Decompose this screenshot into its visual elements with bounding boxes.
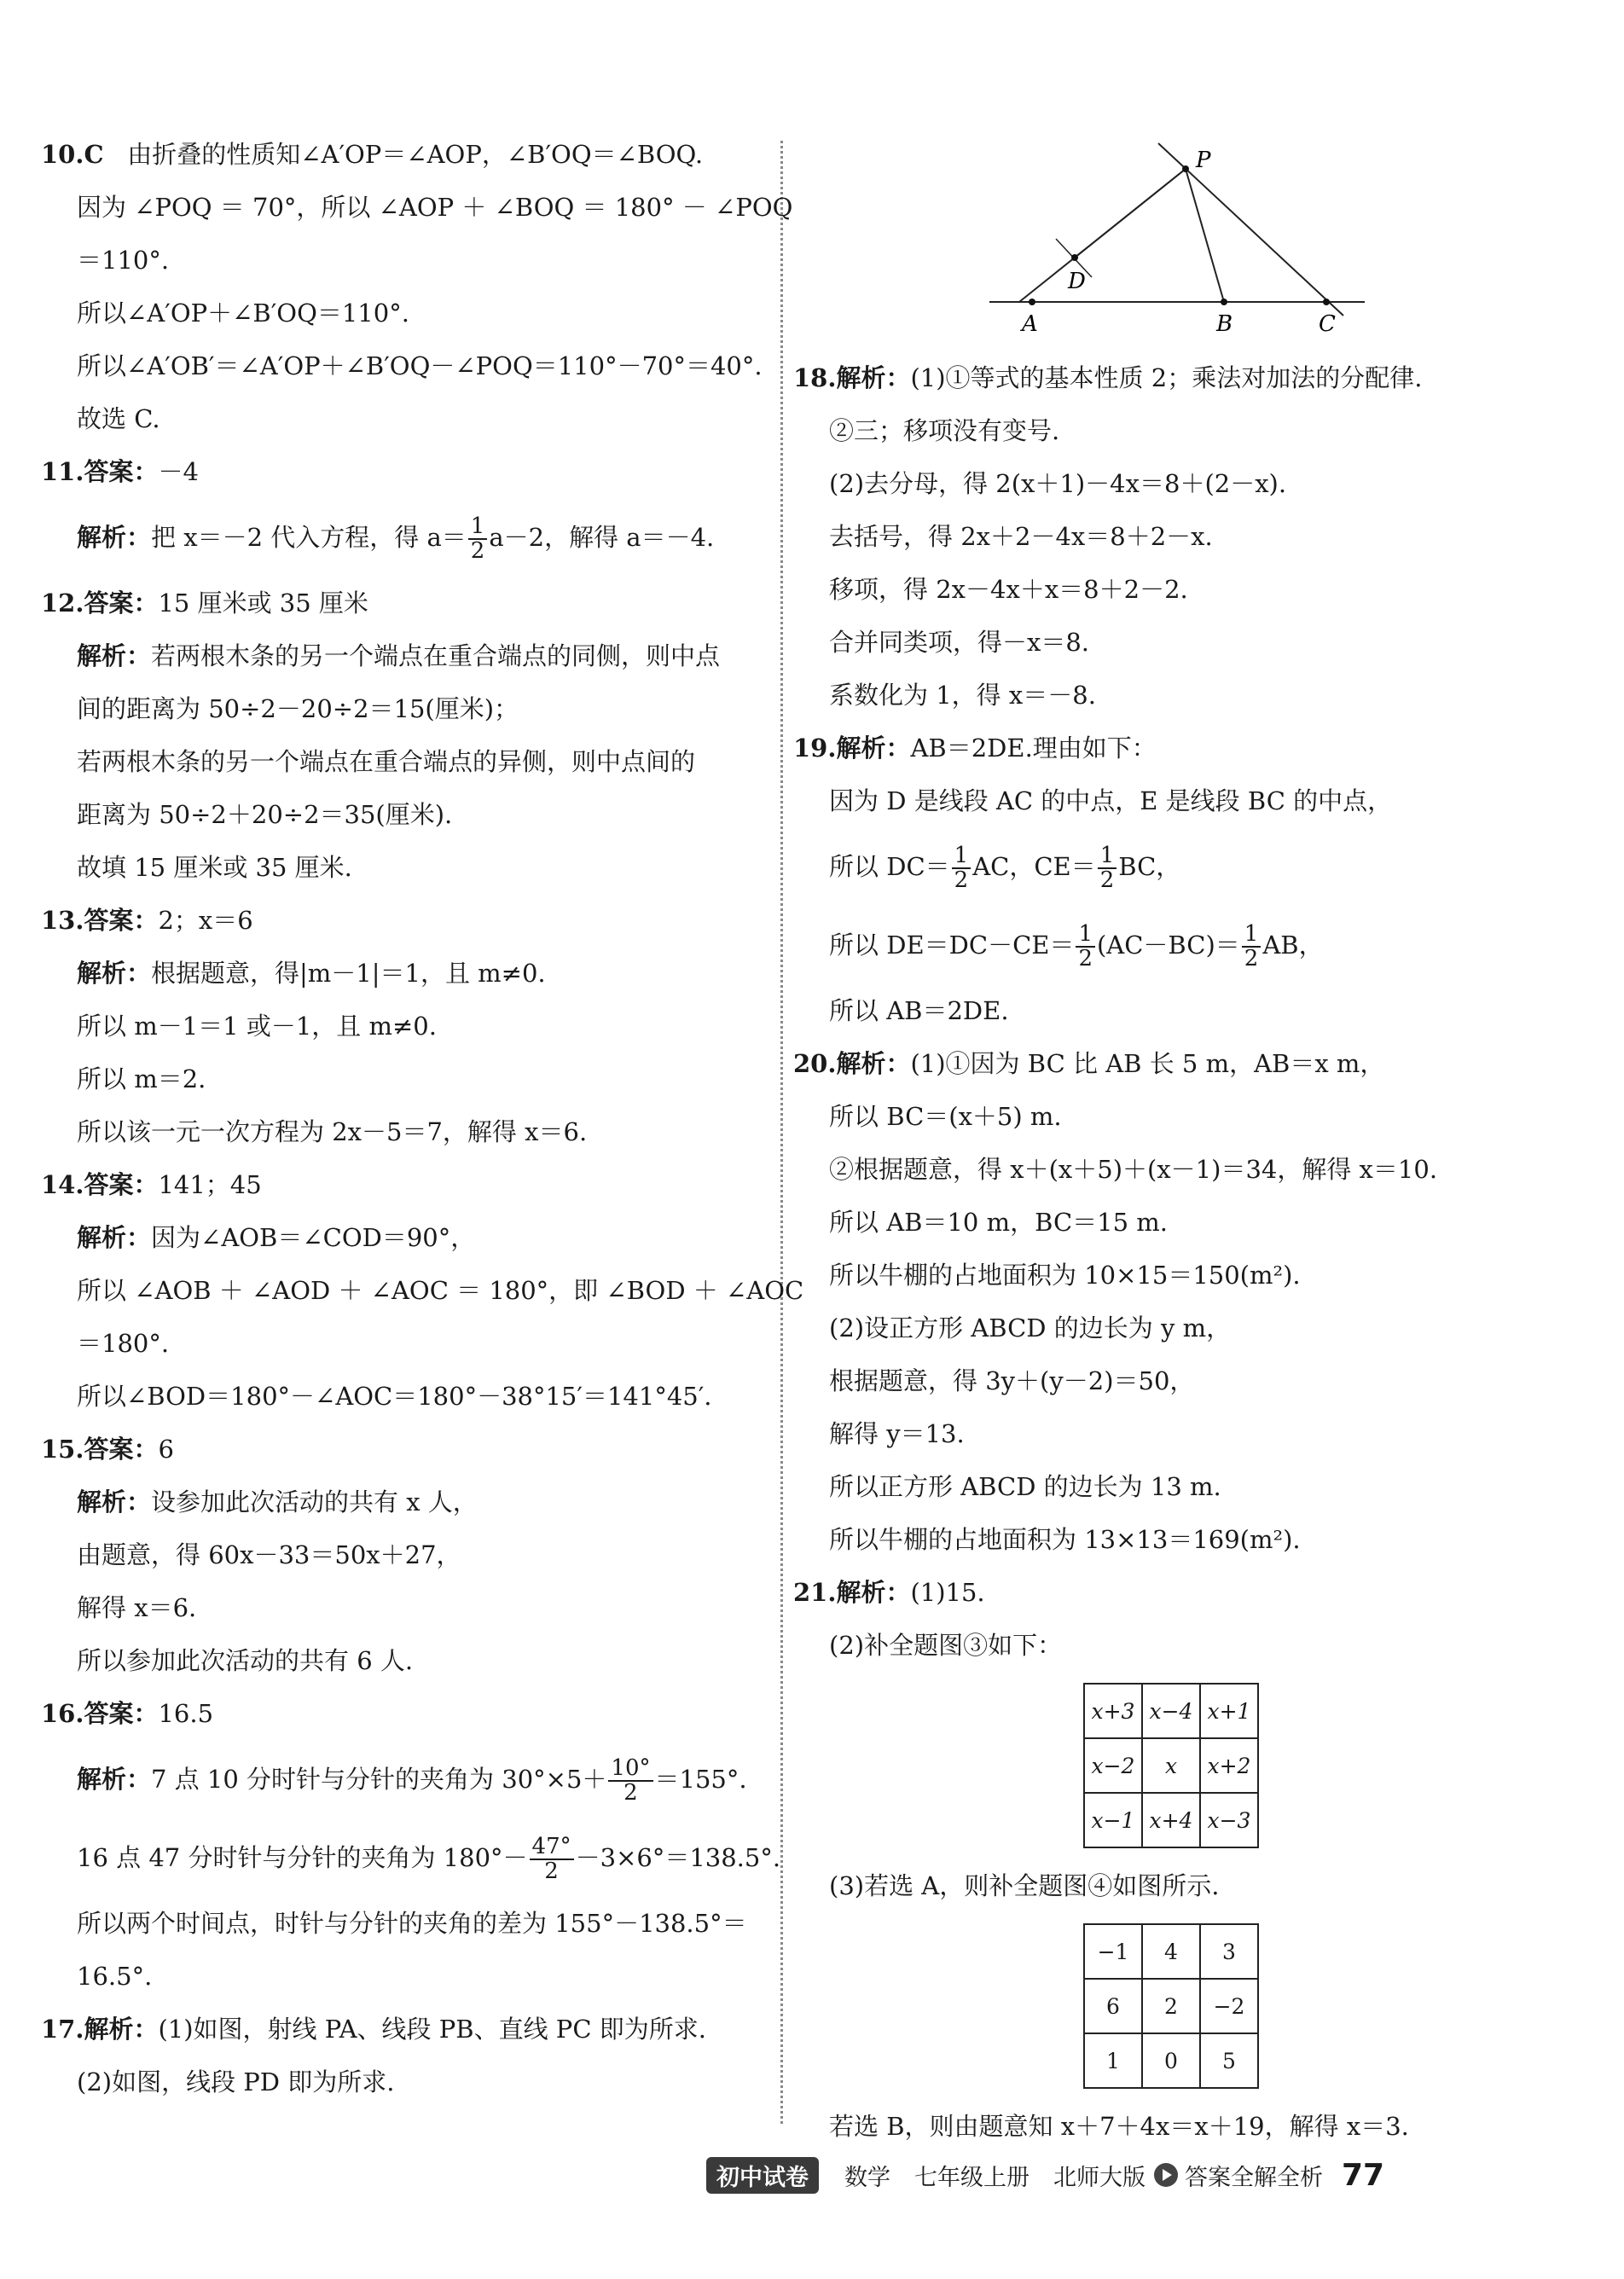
q12-line5: 故填 15 厘米或 35 厘米.: [77, 853, 352, 882]
point-d: [1071, 254, 1078, 261]
table-row: [1084, 1979, 1258, 2033]
table-cell: x+1: [1200, 1684, 1258, 1738]
q15-answer: 15.答案：6: [41, 1435, 174, 1464]
q18-line6: 合并同类项，得－x＝8.: [829, 628, 1090, 657]
table-wrap-2: [793, 1912, 1501, 2100]
table-cell: 1: [1084, 2033, 1142, 2088]
point-b: [1221, 299, 1227, 305]
label-a: A: [1022, 311, 1038, 337]
q12-analysis: 解析：若两根木条的另一个端点在重合端点的同侧，则中点: [77, 641, 721, 670]
footer-edition: 北师大版: [1053, 2164, 1146, 2191]
q10-line3: ＝110°.: [77, 246, 170, 275]
q21-line2: (2)补全题图③如下：: [829, 1631, 1063, 1660]
q13-line4: 所以该一元一次方程为 2x－5＝7，解得 x＝6.: [77, 1117, 588, 1146]
table-row: [1084, 1684, 1258, 1738]
table-cell: x−3: [1200, 1793, 1258, 1847]
table-cell: x−1: [1084, 1793, 1142, 1847]
q20-line9: 所以正方形 ABCD 的边长为 13 m.: [829, 1472, 1221, 1501]
table-wrap-1: [793, 1672, 1501, 1859]
q18-line2: ②三；移项没有变号.: [829, 416, 1060, 445]
page-number: 77: [1342, 2157, 1385, 2193]
table-cell: x: [1142, 1738, 1200, 1793]
point-c: [1323, 299, 1330, 305]
q14-line2: 所以 ∠AOB ＋ ∠AOD ＋ ∠AOC ＝ 180°，即 ∠BOD ＋ ∠AOC: [77, 1276, 804, 1305]
left-column: [41, 128, 804, 2108]
table-cell: 2: [1142, 1979, 1200, 2033]
q20-analysis: 20.解析：(1)①因为 BC 比 AB 长 5 m，AB＝x m，: [793, 1049, 1385, 1078]
q13-line2: 所以 m－1＝1 或－1，且 m≠0.: [77, 1012, 437, 1041]
label-c: C: [1319, 311, 1336, 337]
q20-line2: 所以 BC＝(x＋5) m.: [829, 1102, 1062, 1131]
q20-line10: 所以牛棚的占地面积为 13×13＝169(m²).: [829, 1525, 1301, 1554]
q20-line8: 解得 y＝13.: [829, 1419, 965, 1448]
label-b: B: [1216, 311, 1233, 337]
page-footer: [706, 2156, 1384, 2194]
q15-analysis: 解析：设参加此次活动的共有 x 人，: [77, 1487, 478, 1516]
footer-tag: 答案全解全析: [1185, 2164, 1323, 2191]
q15-line4: 所以参加此次活动的共有 6 人.: [77, 1646, 414, 1675]
table-row: [1084, 1924, 1258, 1979]
table-row: [1084, 2033, 1258, 2088]
q12-line3: 若两根木条的另一个端点在重合端点的异侧，则中点间的: [77, 747, 696, 776]
fraction: $\frac{47^\circ}{2}$: [530, 1835, 574, 1884]
series-badge: 初中试卷: [706, 2157, 819, 2194]
table-cell: 6: [1084, 1979, 1142, 2033]
q12-answer: 12.答案：15 厘米或 35 厘米: [41, 589, 368, 618]
table-cell: 3: [1200, 1924, 1258, 1979]
q18-line5: 移项，得 2x－4x＋x＝8＋2－2.: [829, 575, 1188, 604]
q10-line1: 10.C 由折叠的性质知∠A′OP＝∠AOP，∠B′OQ＝∠BOQ.: [41, 140, 704, 169]
footer-subject: 数学: [844, 2164, 890, 2191]
q21-line3: (3)若选 A，则补全题图④如图所示.: [829, 1871, 1220, 1900]
table-cell: x+4: [1142, 1793, 1200, 1847]
play-icon: [1154, 2163, 1178, 2187]
q12-line2: 间的距离为 50÷2－20÷2＝15(厘米)；: [77, 694, 519, 723]
q20-line4: 所以 AB＝10 m，BC＝15 m.: [829, 1208, 1168, 1237]
q16-line2: 16 点 47 分时针与分针的夹角为 180°－ $\frac{47^\circ}{2}$ －3×6°＝138.5°.: [77, 1833, 781, 1884]
magic-square-table-2: [1083, 1923, 1259, 2089]
q17-line2: (2)如图，线段 PD 即为所求.: [77, 2067, 395, 2096]
q10-line6: 故选 C.: [77, 404, 160, 433]
table-row: [1084, 1738, 1258, 1793]
q17-analysis: 17.解析：(1)如图，射线 PA、线段 PB、直线 PC 即为所求.: [41, 2015, 706, 2044]
segment-pd: [1075, 169, 1186, 258]
q20-line6: (2)设正方形 ABCD 的边长为 y m，: [829, 1313, 1232, 1342]
q15-line2: 由题意，得 60x－33＝50x＋27，: [77, 1540, 461, 1569]
q14-line4: 所以∠BOD＝180°－∠AOC＝180°－38°15′＝141°45′.: [77, 1382, 712, 1411]
q18-line4: 去括号，得 2x＋2－4x＝8＋2－x.: [829, 522, 1213, 551]
label-p: P: [1196, 148, 1211, 173]
fraction: $\frac{10^\circ}{2}$: [608, 1757, 652, 1806]
q18-line7: 系数化为 1，得 x＝－8.: [829, 681, 1096, 710]
q14-analysis: 解析：因为∠AOB＝∠COD＝90°，: [77, 1223, 476, 1252]
q18-analysis: 18.解析：(1)①等式的基本性质 2；乘法对加法的分配律.: [793, 363, 1423, 392]
fraction: $\frac{1}{2}$: [1076, 923, 1095, 971]
q13-analysis: 解析：根据题意，得|m－1|＝1，且 m≠0.: [77, 959, 546, 988]
table-cell: 4: [1142, 1924, 1200, 1979]
q13-answer: 13.答案：2；x＝6: [41, 906, 253, 935]
q11-answer: 11.答案：－4: [41, 457, 199, 486]
q21-line4: 若选 B，则由题意知 x＋7＋4x＝x＋19，解得 x＝3.: [829, 2112, 1409, 2141]
q10-line5: 所以∠A′OB′＝∠A′OP＋∠B′OQ－∠POQ＝110°－70°＝40°.: [77, 351, 763, 380]
table-row: [1084, 1793, 1258, 1847]
table-cell: −1: [1084, 1924, 1142, 1979]
q10-line2: 因为 ∠POQ ＝ 70°，所以 ∠AOP ＋ ∠BOQ ＝ 180° － ∠POQ: [77, 193, 793, 222]
segment-pb: [1186, 169, 1224, 302]
q10-line4: 所以∠A′OP＋∠B′OQ＝110°.: [77, 299, 409, 328]
q16-line3: 所以两个时间点，时针与分针的夹角的差为 155°－138.5°＝: [77, 1909, 747, 1938]
fraction: $\frac{1}{2}$: [468, 515, 488, 564]
q19-line2: 因为 D 是线段 AC 的中点，E 是线段 BC 的中点，: [829, 786, 1393, 815]
magic-square-table-1: [1083, 1683, 1259, 1848]
q14-line3: ＝180°.: [77, 1329, 170, 1358]
geometry-figure: [981, 136, 1373, 341]
q21-analysis: 21.解析：(1)15.: [793, 1578, 985, 1607]
q19-line5: 所以 AB＝2DE.: [829, 996, 1009, 1025]
table-cell: −2: [1200, 1979, 1258, 2033]
fraction: $\frac{1}{2}$: [1098, 844, 1117, 893]
q16-answer: 16.答案：16.5: [41, 1699, 214, 1728]
q18-line3: (2)去分母，得 2(x＋1)－4x＝8＋(2－x).: [829, 469, 1287, 498]
q19-line3: 所以 DC＝ $\frac{1}{2}$ AC，CE＝ $\frac{1}{2}$ BC，: [829, 842, 1181, 893]
table-cell: x−2: [1084, 1738, 1142, 1793]
right-column: [793, 351, 1501, 2153]
q11-analysis: 解析：把 x＝－2 代入方程，得 a＝ $\frac{1}{2}$ a－2，解得 a＝－4.: [77, 513, 715, 564]
fraction: $\frac{1}{2}$: [1242, 923, 1262, 971]
point-a: [1029, 299, 1035, 305]
fraction: $\frac{1}{2}$: [952, 844, 972, 893]
q14-answer: 14.答案：141；45: [41, 1170, 262, 1199]
column-divider: [780, 141, 783, 2124]
q20-line7: 根据题意，得 3y＋(y－2)＝50，: [829, 1366, 1195, 1395]
table-cell: x+2: [1200, 1738, 1258, 1793]
footer-grade: 七年级上册: [914, 2164, 1030, 2191]
q16-line4: 16.5°.: [77, 1962, 153, 1991]
q19-line4: 所以 DE＝DC－CE＝ $\frac{1}{2}$ (AC－BC)＝ $\frac{1}{2}$ AB，: [829, 920, 1324, 971]
table-cell: x+3: [1084, 1684, 1142, 1738]
q13-line3: 所以 m＝2.: [77, 1064, 206, 1093]
point-p: [1182, 165, 1189, 172]
q16-analysis: 解析：7 点 10 分时针与分针的夹角为 30°×5＋ $\frac{10^\circ}{2}$ ＝155°.: [77, 1754, 747, 1806]
q20-line3: ②根据题意，得 x＋(x＋5)＋(x－1)＝34，解得 x＝10.: [829, 1155, 1438, 1184]
q15-line3: 解得 x＝6.: [77, 1593, 197, 1622]
table-cell: x−4: [1142, 1684, 1200, 1738]
q19-analysis: 19.解析：AB＝2DE.理由如下：: [793, 734, 1157, 763]
q20-line5: 所以牛棚的占地面积为 10×15＝150(m²).: [829, 1261, 1301, 1290]
label-d: D: [1068, 269, 1086, 294]
q12-line4: 距离为 50÷2＋20÷2＝35(厘米).: [77, 800, 453, 829]
table-cell: 5: [1200, 2033, 1258, 2088]
table-cell: 0: [1142, 2033, 1200, 2088]
